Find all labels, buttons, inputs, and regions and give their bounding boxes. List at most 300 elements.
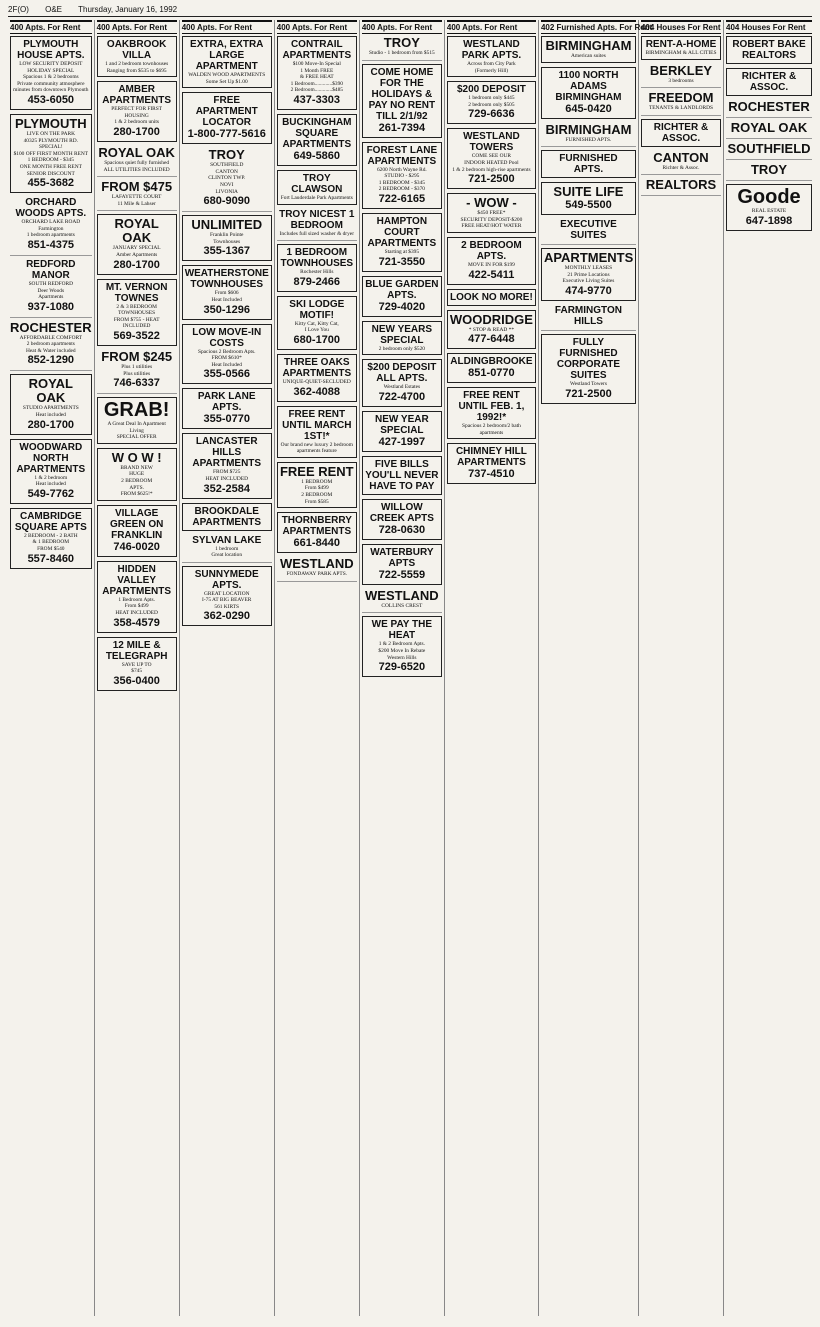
classified-ad bbox=[182, 388, 272, 429]
classified-ad bbox=[641, 91, 721, 116]
ad-phone: 355-1367 bbox=[203, 245, 250, 258]
ad-line: HEAT INCLUDED bbox=[205, 475, 249, 482]
column-heading: 400 Apts. For Rent bbox=[362, 20, 442, 34]
column-heading: 400 Apts. For Rent bbox=[277, 20, 357, 34]
classified-ad bbox=[362, 589, 442, 614]
ad-title: - WOW - bbox=[466, 195, 517, 211]
classified-column bbox=[445, 20, 539, 1316]
ad-phone: 355-0770 bbox=[203, 413, 250, 426]
ad-line: 1 Bedroom.............$390 bbox=[290, 80, 343, 87]
classified-ad bbox=[97, 448, 177, 501]
ad-title: COME HOME FOR THE HOLIDAYS & PAY NO RENT TILL 2/1/92 bbox=[368, 66, 436, 122]
classified-ad bbox=[541, 36, 636, 63]
ad-title: Goode bbox=[737, 186, 801, 208]
ad-line: Private community atmosphere bbox=[17, 80, 85, 87]
ad-line: CANTON bbox=[215, 168, 238, 175]
ad-line: From $585 bbox=[304, 498, 329, 505]
classified-ad bbox=[362, 616, 442, 677]
ad-line: Spacious 2 Bedroom Apts. bbox=[197, 348, 256, 355]
ad-line: A Great Deal In Apartment Living bbox=[107, 421, 166, 434]
classified-ad bbox=[277, 170, 357, 205]
ad-line: Spacious quiet fully furnished bbox=[104, 159, 170, 166]
classified-ad bbox=[541, 150, 636, 178]
ad-title: TROY bbox=[383, 35, 420, 50]
ad-line: ONE MONTH FREE RENT bbox=[19, 163, 82, 170]
ad-line: SPECIAL! bbox=[38, 144, 63, 151]
ad-phone: 851-0770 bbox=[468, 367, 515, 380]
ad-line: FROM $540 bbox=[37, 546, 65, 553]
ad-title: BIRMINGHAM bbox=[545, 38, 632, 53]
ad-line: SOUTHFIELD bbox=[210, 162, 244, 169]
ad-line: 1 Bedroom Apts. bbox=[118, 596, 155, 603]
ad-phone: 661-8440 bbox=[293, 537, 341, 550]
ad-line: Spacious 2 bedroom/2 bath apartments bbox=[462, 423, 521, 436]
ad-phone: 722-4700 bbox=[378, 390, 426, 403]
classified-ad bbox=[182, 503, 272, 531]
ad-line: HEAT INCLUDED bbox=[115, 610, 158, 617]
ad-line: American suites bbox=[571, 53, 606, 59]
ad-line: * STOP & READ ** bbox=[468, 326, 515, 333]
ad-line: Westland Estates bbox=[383, 384, 421, 391]
ad-line: BIRMINGHAM & ALL CITIES bbox=[645, 50, 717, 56]
ad-line: Our brand new luxury 2 bedroom apartments feature bbox=[280, 441, 353, 455]
ad-line: Farmington bbox=[38, 225, 64, 232]
ad-line: $200 Move In Rebate bbox=[378, 647, 426, 654]
ad-title: $200 DEPOSIT bbox=[456, 84, 526, 96]
ad-title: EXECUTIVE SUITES bbox=[560, 219, 617, 242]
ad-line: Executive Living Suites bbox=[562, 278, 615, 285]
classified-ad bbox=[10, 439, 92, 504]
ad-line: FONDAWAY PARK APTS. bbox=[286, 571, 348, 578]
classified-ad bbox=[277, 244, 357, 292]
ad-phone: 645-0420 bbox=[565, 102, 612, 115]
ad-title: WESTLAND bbox=[365, 587, 439, 603]
ad-title: FROM $245 bbox=[101, 348, 173, 364]
ad-phone: 280-1700 bbox=[113, 258, 160, 271]
ad-line: MOVE IN FOR $199 bbox=[467, 261, 515, 268]
ad-line: TENANTS & LANDLORDS bbox=[648, 105, 714, 112]
ad-line: Kitty Cat, Kitty Cat, bbox=[294, 320, 339, 327]
ad-title: ROBERT BAKE REALTORS bbox=[732, 39, 806, 61]
classified-ad bbox=[97, 81, 177, 142]
ad-line: Heat Included bbox=[211, 361, 242, 368]
ad-title: PARK LANE APTS. bbox=[197, 391, 256, 414]
ad-line: 1 BEDROOM - $345 bbox=[378, 179, 425, 186]
ad-title: VILLAGE GREEN ON FRANKLIN bbox=[109, 507, 164, 541]
ad-line: Apartments bbox=[38, 294, 64, 301]
ad-line: Richter & Assoc. bbox=[662, 164, 700, 171]
ad-title: BROOKDALE APARTMENTS bbox=[192, 505, 262, 528]
classified-ad bbox=[10, 374, 92, 434]
ad-line: 2 bedroom apartments bbox=[26, 341, 75, 348]
classified-ad bbox=[362, 276, 442, 317]
classified-ad bbox=[277, 36, 357, 110]
ad-title: ALDINGBROOKE bbox=[450, 356, 533, 368]
column-heading: 402 Furnished Apts. For Rent bbox=[541, 20, 636, 34]
classified-ad bbox=[641, 64, 721, 89]
ad-line: Amber Apartments bbox=[116, 251, 158, 258]
column-heading: 400 Apts. For Rent bbox=[10, 20, 92, 34]
ad-phone: 557-8460 bbox=[27, 552, 75, 565]
ad-title: BLUE GARDEN APTS. bbox=[365, 278, 439, 301]
ad-line: TOWNHOUSES bbox=[118, 310, 156, 317]
ad-line: FREE HEAT/HOT WATER bbox=[461, 223, 522, 230]
ad-phone: 474-9770 bbox=[565, 284, 612, 297]
classified-column bbox=[639, 20, 724, 1316]
ad-line: $450 FREE* bbox=[477, 210, 506, 217]
classified-ad bbox=[182, 433, 272, 498]
page-number: 2F(O) bbox=[8, 5, 29, 14]
ad-title: FREE APARTMENT LOCATOR bbox=[195, 95, 258, 129]
ad-line: LIVONIA bbox=[215, 188, 238, 195]
classified-ad bbox=[641, 151, 721, 176]
ad-line: STUDIO APARTMENTS bbox=[22, 405, 79, 412]
ad-phone: 721-3550 bbox=[378, 255, 426, 268]
ad-phone: 937-1080 bbox=[27, 300, 75, 313]
ad-title: LOOK NO MORE! bbox=[450, 291, 533, 303]
classified-ad bbox=[362, 213, 442, 272]
classified-ad bbox=[541, 305, 636, 331]
ad-title: ORCHARD WOODS APTS. bbox=[15, 197, 87, 220]
ad-line: 6200 North Wayne Rd. bbox=[376, 166, 427, 173]
ad-title: BUCKINGHAM SQUARE APARTMENTS bbox=[282, 116, 352, 150]
ad-title: 1 BEDROOM TOWNHOUSES bbox=[280, 247, 354, 270]
ad-line: 2 BEDROOM bbox=[301, 491, 333, 498]
classified-ad bbox=[97, 561, 177, 633]
ad-title: UNLIMITED bbox=[191, 217, 263, 233]
ad-phone: 721-2500 bbox=[468, 173, 515, 186]
ad-phone: 455-3682 bbox=[27, 177, 75, 190]
ad-line: FROM $755 - HEAT INCLUDED bbox=[113, 316, 160, 330]
ad-line: 1 BEDROOM - $345 bbox=[27, 157, 74, 164]
classified-ad bbox=[10, 321, 92, 372]
ad-line: FROM $625!* bbox=[120, 491, 153, 498]
ad-title: REDFORD MANOR bbox=[26, 258, 76, 281]
ad-line: 1 Month FREE bbox=[300, 67, 334, 74]
ad-line: SAVE UP TO bbox=[121, 661, 152, 668]
ad-title: SYLVAN LAKE bbox=[192, 534, 262, 546]
classified-ad bbox=[362, 359, 442, 407]
classified-ad bbox=[277, 114, 357, 166]
ad-title: FREEDOM bbox=[648, 90, 714, 106]
classified-ad bbox=[277, 209, 357, 242]
ad-title: NEW YEAR SPECIAL bbox=[375, 413, 429, 436]
ad-title: W O W ! bbox=[111, 449, 162, 465]
ad-title: TROY NICEST 1 BEDROOM bbox=[279, 208, 355, 231]
classified-ad bbox=[10, 197, 92, 256]
ad-phone: 852-1290 bbox=[27, 354, 75, 367]
ad-line: HUGE bbox=[129, 471, 145, 478]
ad-line: 1 & 2 Bedroom Apts. bbox=[378, 641, 425, 648]
ad-phone: 737-4510 bbox=[468, 468, 515, 481]
ad-line: 1 BEDROOM bbox=[301, 478, 333, 485]
classified-ad bbox=[10, 36, 92, 110]
ad-title: FULLY FURNISHED CORPORATE SUITES bbox=[556, 336, 621, 381]
ad-phone: 729-4020 bbox=[378, 300, 426, 313]
ad-line: 1 bedroom apartments bbox=[26, 232, 75, 239]
ad-phone: 422-5411 bbox=[468, 268, 515, 281]
ad-phone: 549-5500 bbox=[565, 199, 612, 212]
column-heading: 400 Apts. For Rent bbox=[182, 20, 272, 34]
classified-ad bbox=[641, 178, 721, 196]
classified-column bbox=[275, 20, 360, 1316]
ad-line: COLLINS CREST bbox=[381, 602, 423, 609]
classified-ad bbox=[641, 119, 721, 147]
ad-title: FROM $475 bbox=[101, 179, 173, 195]
ad-phone: 477-6448 bbox=[468, 333, 515, 346]
ad-line: From $499 bbox=[304, 485, 329, 492]
ad-title: LANCASTER HILLS APARTMENTS bbox=[192, 436, 262, 470]
ad-title: THREE OAKS APARTMENTS bbox=[282, 356, 352, 379]
ad-line: NOVI bbox=[219, 181, 234, 188]
ad-title: NEW YEARS SPECIAL bbox=[371, 323, 433, 346]
ad-line: 2 Bedroom.............$485 bbox=[290, 87, 343, 94]
ad-phone: 356-0400 bbox=[113, 674, 160, 687]
classified-column bbox=[539, 20, 653, 1316]
ad-line: Franklin Pointe bbox=[210, 232, 244, 239]
classified-ad bbox=[541, 248, 636, 301]
ad-phone: 1-800-777-5616 bbox=[187, 128, 266, 141]
classified-ad bbox=[97, 214, 177, 274]
ad-title: BIRMINGHAM bbox=[545, 121, 632, 137]
ad-line: Heat & Water included bbox=[26, 347, 76, 354]
ad-phone: 358-4579 bbox=[113, 616, 160, 629]
ad-title: 12 MILE & TELEGRAPH bbox=[105, 639, 168, 662]
ad-line: From $499 bbox=[124, 603, 149, 610]
ad-title: CHIMNEY HILL APARTMENTS bbox=[455, 446, 527, 469]
classified-ad bbox=[447, 443, 536, 484]
ad-line: 3 bedrooms bbox=[668, 77, 694, 84]
ad-phone: 437-3303 bbox=[293, 93, 341, 106]
ad-phone: 729-6520 bbox=[378, 661, 426, 674]
classified-ad bbox=[362, 544, 442, 585]
classified-column bbox=[95, 20, 180, 1316]
ad-title: ROYAL OAK bbox=[28, 376, 73, 406]
classified-ad bbox=[362, 64, 442, 138]
ad-title: RICHTER & ASSOC. bbox=[741, 71, 797, 93]
ad-phone: 649-5860 bbox=[293, 149, 341, 162]
ad-title: TROY bbox=[750, 162, 788, 177]
ad-title: PLYMOUTH HOUSE APTS. bbox=[17, 39, 85, 61]
ad-title: RENT-A-HOME bbox=[645, 39, 717, 50]
ad-title: ROCHESTER bbox=[728, 99, 810, 114]
classified-ad bbox=[541, 123, 636, 148]
ad-phone: 647-1898 bbox=[745, 214, 793, 227]
ad-phone: 746-0020 bbox=[113, 540, 160, 553]
classified-ad bbox=[541, 182, 636, 215]
ad-line: PERFECT FOR FIRST HOUSING bbox=[111, 106, 163, 119]
ad-phone: 362-0290 bbox=[203, 610, 250, 623]
ad-line: COME SEE OUR bbox=[471, 153, 512, 160]
ad-title: ROCHESTER bbox=[10, 319, 92, 335]
classified-page bbox=[8, 20, 814, 1320]
ad-line: 1 & 2 bedroom high-rise apartments bbox=[452, 166, 531, 173]
ad-title: CAMBRIDGE SQUARE APTS bbox=[14, 510, 87, 533]
column-heading: 400 Apts. For Rent bbox=[97, 20, 177, 34]
classified-ad bbox=[362, 36, 442, 61]
classified-ad bbox=[447, 387, 536, 439]
ad-title: FIVE BILLS YOU'LL NEVER HAVE TO PAY bbox=[365, 458, 439, 492]
ad-title: TROY bbox=[208, 147, 245, 163]
classified-ad bbox=[182, 148, 272, 212]
ad-line: UNIQUE-QUIET-SECLUDED bbox=[282, 378, 351, 385]
ad-line: CLINTON TWP. bbox=[208, 175, 246, 182]
ad-title: WESTLAND PARK APTS. bbox=[461, 39, 522, 61]
ad-title: WOODWARD NORTH APARTMENTS bbox=[16, 441, 86, 475]
ad-title: FREE RENT bbox=[279, 463, 354, 479]
ad-title: BERKLEY bbox=[649, 62, 713, 78]
classified-ad bbox=[97, 505, 177, 557]
ad-line: Heat included bbox=[35, 481, 66, 488]
classified-ad bbox=[182, 324, 272, 385]
ad-title: OAKBROOK VILLA bbox=[106, 39, 167, 61]
classified-ad bbox=[447, 237, 536, 285]
ad-line: WALDEN WOOD APARTMENTS bbox=[188, 72, 266, 78]
classified-ad bbox=[97, 279, 177, 346]
ad-phone: 280-1700 bbox=[113, 125, 160, 138]
ad-line: Westland Towers bbox=[569, 380, 607, 387]
ad-line: SOUTH REDFORD bbox=[28, 280, 74, 287]
classified-ad bbox=[182, 92, 272, 144]
ad-line: I-75 AT BIG BEAVER bbox=[202, 597, 252, 604]
ad-title: LOW MOVE-IN COSTS bbox=[192, 326, 262, 349]
ad-phone: 728-0630 bbox=[378, 523, 426, 536]
ad-line: SPECIAL OFFER bbox=[116, 434, 157, 441]
ad-phone: 352-2584 bbox=[203, 482, 250, 495]
ad-title: APARTMENTS bbox=[543, 250, 634, 266]
classified-column bbox=[724, 20, 814, 1316]
ad-line: Great location bbox=[211, 552, 243, 559]
classified-column bbox=[360, 20, 445, 1316]
classified-ad bbox=[277, 296, 357, 350]
ad-title: WEATHERSTONE TOWNHOUSES bbox=[184, 268, 269, 291]
ad-title: SOUTHFIELD bbox=[727, 141, 811, 156]
ad-title: WESTLAND bbox=[279, 556, 354, 572]
ad-phone: 729-6636 bbox=[468, 108, 515, 121]
ad-title: MT. VERNON TOWNES bbox=[105, 281, 168, 304]
ad-phone: 721-2500 bbox=[565, 387, 612, 400]
ad-line: 40325 PLYMOUTH RD. bbox=[23, 137, 79, 144]
ad-line: Fort Lauderdale Park Apartments bbox=[280, 194, 353, 201]
ad-title: ROYAL OAK bbox=[114, 216, 159, 246]
ad-line: 1 bedroom only $445 bbox=[468, 95, 515, 102]
ad-title: 2 BEDROOM APTS. bbox=[461, 239, 522, 262]
ad-line: 2 BEDROOM - $370 bbox=[378, 186, 425, 193]
classified-ad bbox=[10, 508, 92, 569]
classified-ad bbox=[726, 100, 812, 118]
ad-phone: 851-4375 bbox=[27, 238, 75, 251]
ad-title: FREE RENT UNTIL FEB. 1, 1992!* bbox=[458, 390, 525, 424]
ad-line: Western Hills bbox=[387, 654, 417, 661]
classified-ad bbox=[182, 566, 272, 627]
ad-title: GRAB! bbox=[103, 399, 170, 422]
ad-line: Includes full sized washer & dryer bbox=[279, 230, 354, 237]
ad-phone: 549-7762 bbox=[27, 487, 75, 500]
ad-line: LOW SECURITY DEPOSIT bbox=[19, 61, 83, 67]
classified-ad bbox=[277, 512, 357, 553]
ad-title: PLYMOUTH bbox=[14, 115, 87, 131]
ad-line: SECURITY DEPOSIT-$200 bbox=[460, 216, 523, 223]
classified-ad bbox=[10, 259, 92, 318]
classified-ad bbox=[541, 334, 636, 404]
ad-title: FOREST LANE APARTMENTS bbox=[366, 144, 438, 167]
ad-line: 1 & 2 bedroom units bbox=[114, 119, 159, 126]
classified-ad bbox=[726, 142, 812, 160]
ad-title: EXTRA, EXTRA LARGE APARTMENT bbox=[190, 39, 264, 72]
ad-title: HAMPTON COURT APARTMENTS bbox=[367, 215, 437, 249]
classified-ad bbox=[726, 184, 812, 231]
ad-line: ORCHARD LAKE ROAD bbox=[21, 219, 81, 226]
ad-line: & 1 BEDROOM bbox=[32, 539, 70, 546]
ad-line: LIVE ON THE PARK bbox=[26, 130, 75, 137]
column-heading: 400 Apts. For Rent bbox=[447, 20, 536, 34]
ad-title: ROYAL OAK bbox=[730, 120, 808, 135]
classified-column bbox=[180, 20, 275, 1316]
classified-ad bbox=[447, 193, 536, 233]
ad-phone: 569-3522 bbox=[113, 329, 160, 342]
ad-title: FARMINGTON HILLS bbox=[554, 304, 622, 327]
ad-line: Some Set Up $1.00 bbox=[205, 78, 248, 85]
ad-line: $100 OFF FIRST MONTH RENT bbox=[13, 150, 89, 157]
ad-line: ALL UTILITIES INCLUDED bbox=[103, 166, 170, 173]
ad-line: 11 Mile & Lahser bbox=[117, 200, 156, 207]
ad-title: WOODRIDGE bbox=[449, 311, 533, 327]
ad-line: STUDIO - $295 bbox=[384, 173, 420, 180]
ad-line: 21 Prime Locations bbox=[567, 271, 610, 278]
ad-line: HOLIDAY SPECIAL bbox=[27, 67, 75, 74]
ad-line: Starting at $395 bbox=[384, 248, 420, 255]
ad-line: FROM $610* bbox=[211, 355, 242, 362]
ad-line: Plus utilities bbox=[123, 370, 151, 377]
ad-phone: 350-1296 bbox=[203, 303, 250, 316]
ad-title: ROYAL OAK bbox=[98, 144, 175, 160]
ad-phone: 879-2466 bbox=[293, 275, 341, 288]
classified-ad bbox=[10, 114, 92, 193]
ad-line: From $606 bbox=[214, 290, 239, 297]
ad-line: Ranging from $535 to $695 bbox=[106, 67, 167, 74]
classified-ad bbox=[97, 637, 177, 691]
ad-line: $745 bbox=[131, 668, 143, 675]
classified-ad bbox=[362, 142, 442, 209]
classified-ad bbox=[182, 265, 272, 319]
ad-line: 561 KIRTS bbox=[214, 603, 240, 610]
ad-line: GREAT LOCATION bbox=[203, 590, 250, 597]
ad-line: LAFAYETTE COURT bbox=[111, 194, 162, 201]
ad-line: I Love You bbox=[304, 327, 329, 334]
ad-line: Townhouses bbox=[213, 238, 241, 245]
ad-line: Rochester Hills bbox=[300, 269, 334, 276]
ad-line: 1 & 2 bedroom bbox=[34, 474, 68, 481]
ad-line: 1 bedroom bbox=[215, 545, 239, 552]
ad-line: 2 BEDROOM bbox=[121, 478, 153, 485]
ad-phone: 722-6165 bbox=[378, 192, 426, 205]
classified-ad bbox=[362, 411, 442, 452]
ad-line: & FREE HEAT bbox=[299, 74, 334, 81]
classified-ad bbox=[277, 354, 357, 402]
ad-line: 2 bedroom only $505 bbox=[468, 101, 515, 108]
ad-line: 2 bedroom only $520 bbox=[378, 345, 425, 352]
classified-ad bbox=[447, 128, 536, 189]
ad-phone: 746-6337 bbox=[113, 377, 160, 390]
classified-ad bbox=[447, 36, 536, 77]
classified-ad bbox=[541, 219, 636, 245]
ad-line: minutes from downtown Plymouth bbox=[13, 87, 89, 94]
ad-title: WILLOW CREEK APTS bbox=[369, 501, 434, 524]
classified-ad bbox=[362, 321, 442, 356]
ad-phone: 280-1700 bbox=[27, 418, 75, 431]
classified-ad bbox=[97, 36, 177, 77]
classified-ad bbox=[362, 499, 442, 540]
